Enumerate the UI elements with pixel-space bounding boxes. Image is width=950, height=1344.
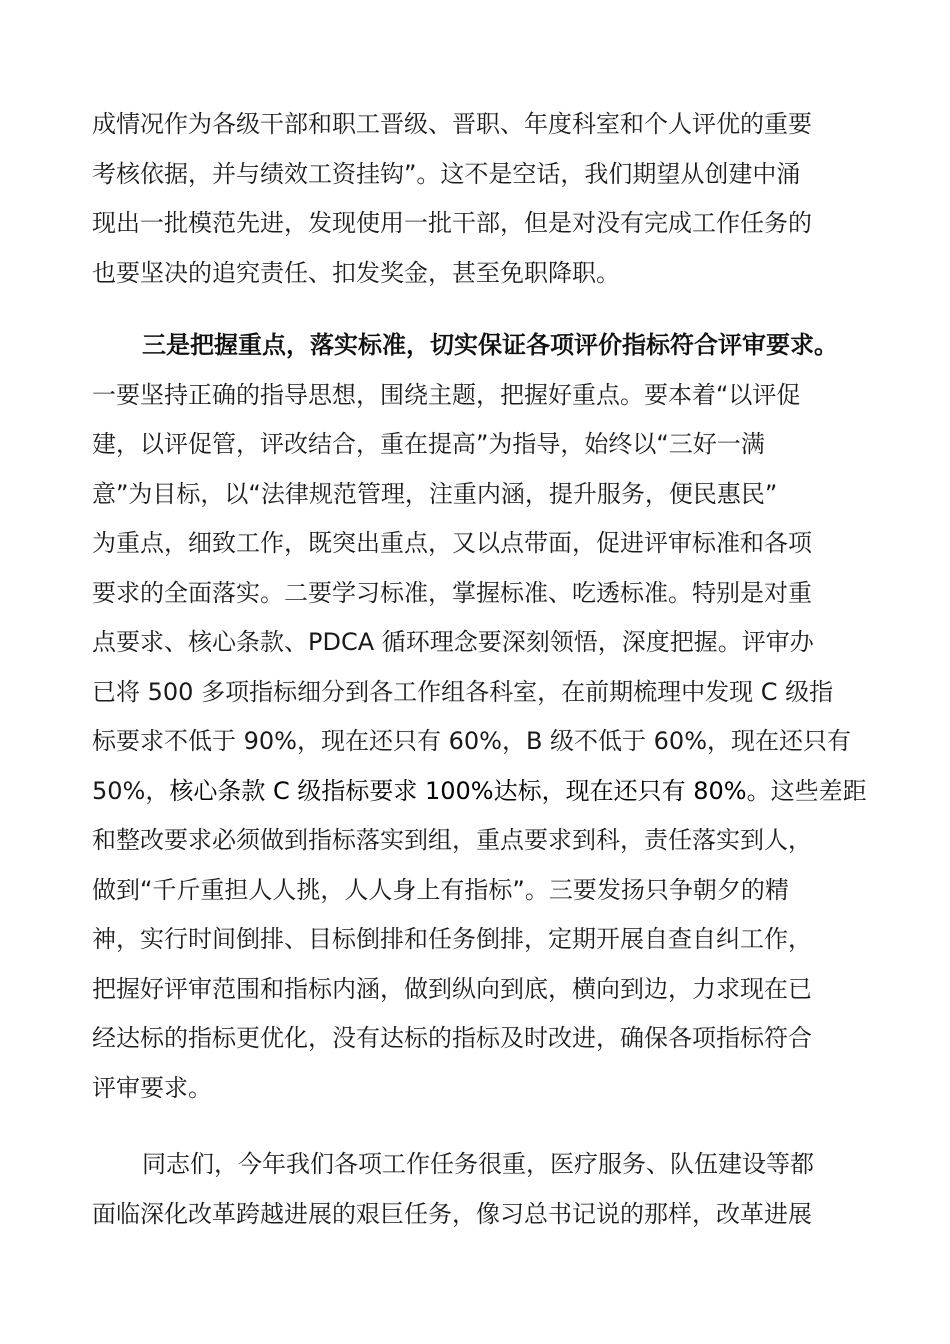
text-line: 同志们，今年我们各项工作任务很重，医疗服务、队伍建设等都 (142, 1150, 814, 1178)
text-line: 点要求、核心条款、PDCA 循环理念要深刻领悟，深度把握。评审办 (92, 628, 814, 656)
text-line: 一要坚持正确的指导思想，围绕主题，把握好重点。要本着“以评促 (92, 380, 801, 409)
text-line: 已将 500 多项指标细分到各工作组各科室，在前期梳理中发现 C 级指 (92, 677, 834, 706)
text-line: 成情况作为各级干部和职工晋级、晋职、年度科室和个人评优的重要 (92, 110, 812, 138)
text-line: 经达标的指标更优化，没有达标的指标及时改进，确保各项指标符合 (92, 1024, 812, 1052)
text-line: 和整改要求必须做到指标落实到组，重点要求到科，责任落实到人， (92, 826, 812, 854)
text-line: 意”为目标，以“法律规范管理，注重内涵，提升服务，便民惠民” (92, 479, 778, 508)
text-run: 这些差距 (770, 776, 867, 805)
text-line: 建，以评促管，评改结合，重在提高”为指导，始终以“三好一满 (92, 430, 765, 458)
text-line: 考核依据，并与绩效工资挂钩”。这不是空话，我们期望从创建中涌 (92, 159, 801, 188)
text-line: 为重点，细致工作，既突出重点，又以点带面，促进评审标准和各项 (92, 529, 812, 557)
text-run: 50%， (92, 776, 170, 805)
text-line-mixed (92, 767, 882, 817)
paragraph-2 (92, 321, 882, 1113)
paragraph-1 (92, 100, 882, 298)
paragraph-3 (92, 1140, 882, 1239)
section-heading: 三是把握重点，落实标准，切实保证各项评价指标符合评审要求。 (142, 331, 838, 359)
text-line: 神，实行时间倒排、目标倒排和任务倒排，定期开展自查自纠工作， (92, 925, 812, 953)
text-line: 要求的全面落实。二要学习标准，掌握标准、吃透标准。特别是对重 (92, 578, 812, 607)
highlighted-text-run: 核心条款 C 级指标要求 100%达标，现在还只有 80%。 (169, 776, 771, 805)
text-line: 也要坚决的追究责任、扣发奖金，甚至免职降职。 (92, 258, 620, 287)
text-line: 标要求不低于 90%，现在还只有 60%，B 级不低于 60%，现在还只有 (92, 727, 852, 755)
text-line: 把握好评审范围和指标内涵，做到纵向到底，横向到边，力求现在已 (92, 974, 812, 1003)
text-line: 做到“千斤重担人人挑，人人身上有指标”。三要发扬只争朝夕的精 (92, 875, 789, 904)
text-line: 评审要求。 (92, 1073, 212, 1102)
text-line: 现出一批模范先进，发现使用一批干部，但是对没有完成工作任务的 (92, 209, 812, 237)
text-line: 面临深化改革跨越进展的艰巨任务，像习总书记说的那样，改革进展 (92, 1199, 812, 1228)
